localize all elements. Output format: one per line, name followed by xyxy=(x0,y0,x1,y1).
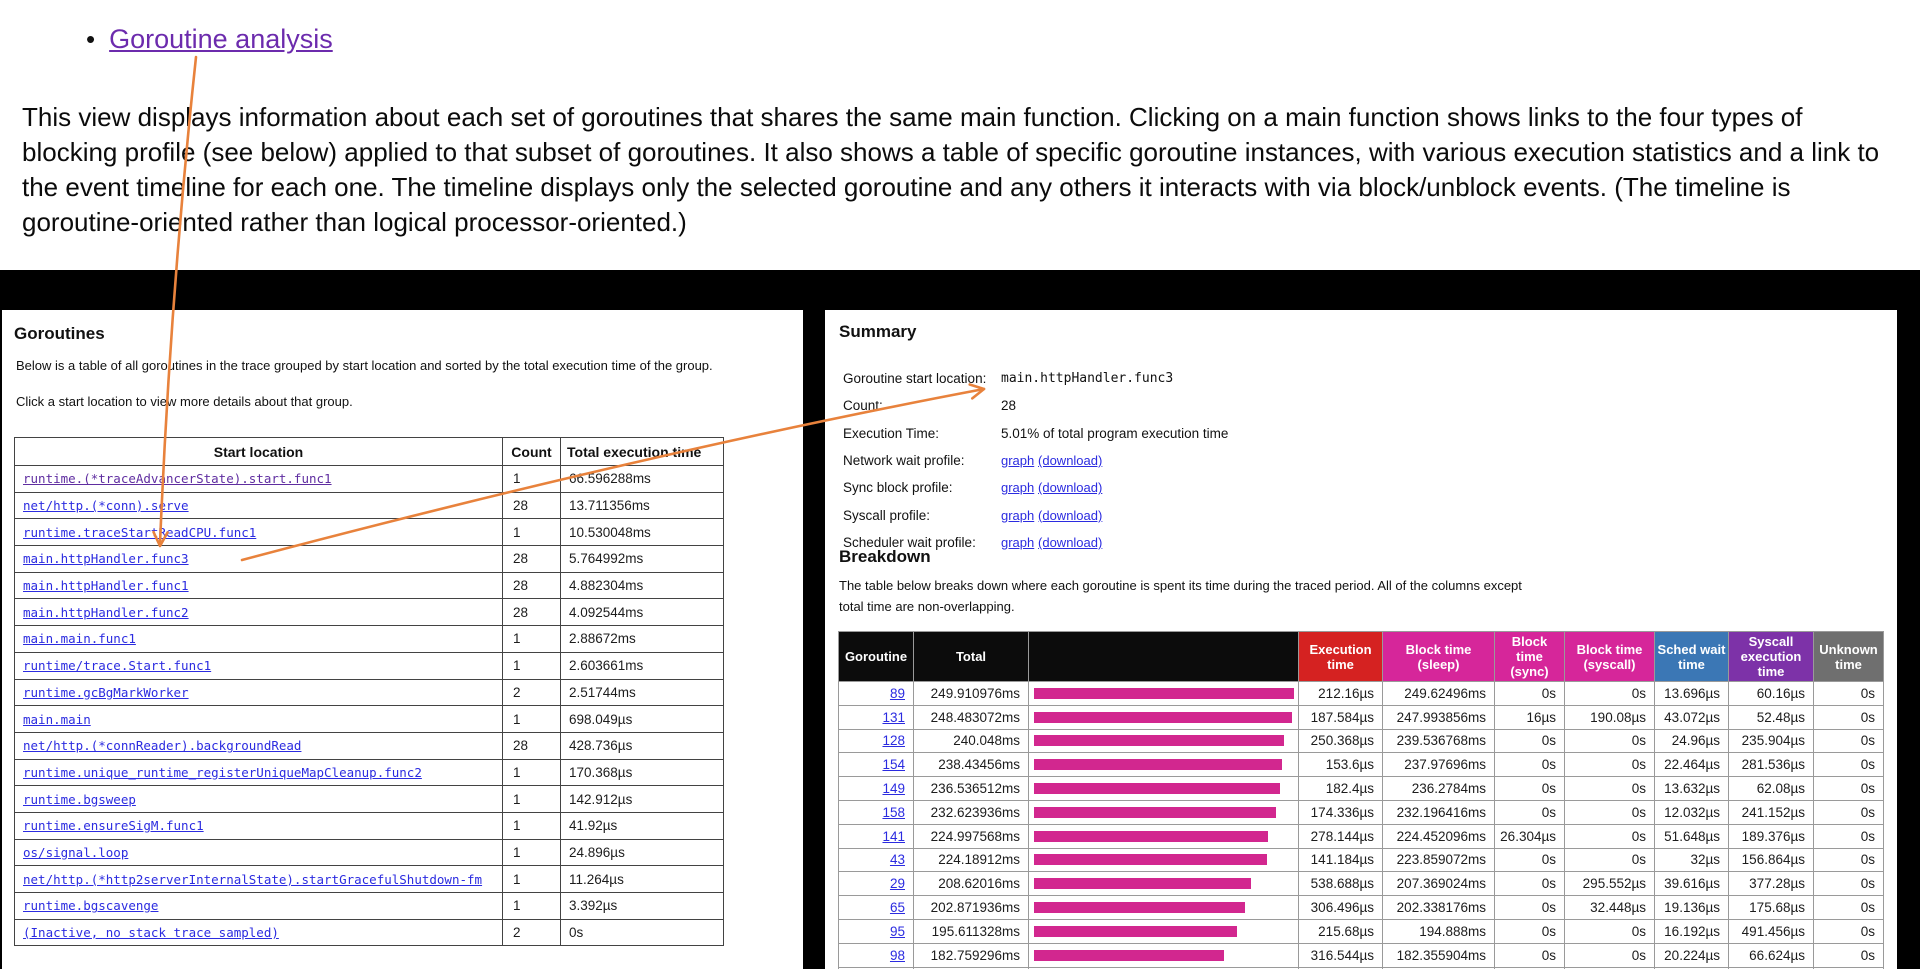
block-sleep-cell: 236.2784ms xyxy=(1383,777,1495,801)
sched-wait-cell: 20.224µs xyxy=(1655,943,1729,967)
sched-wait-cell: 22.464µs xyxy=(1655,753,1729,777)
block-sync-cell: 0s xyxy=(1495,896,1565,920)
block-sync-cell: 0s xyxy=(1495,943,1565,967)
block-syscall-cell: 295.552µs xyxy=(1565,872,1655,896)
goroutine-group-row xyxy=(15,732,724,759)
start-location-link[interactable]: main.httpHandler.func1 xyxy=(23,578,189,594)
summary-rows xyxy=(843,365,1228,556)
breakdown-column-header: Block time (sync) xyxy=(1495,632,1565,682)
goroutine-group-row xyxy=(15,546,724,573)
block-sync-cell: 0s xyxy=(1495,753,1565,777)
block-syscall-cell: 0s xyxy=(1565,682,1655,706)
goroutine-count: 2 xyxy=(503,919,561,946)
breakdown-column-header: Sched wait time xyxy=(1655,632,1729,682)
breakdown-row xyxy=(839,943,1884,967)
execution-time-cell: 182.4µs xyxy=(1299,777,1383,801)
execution-time-cell: 187.584µs xyxy=(1299,705,1383,729)
goroutine-id-link[interactable]: 128 xyxy=(882,733,905,749)
goroutine-group-row xyxy=(15,759,724,786)
block-sleep-cell: 239.536768ms xyxy=(1383,729,1495,753)
summary-value: main.httpHandler.func3 xyxy=(1001,371,1174,387)
start-location-link[interactable]: main.httpHandler.func3 xyxy=(23,551,189,567)
goroutine-id-link[interactable]: 149 xyxy=(882,781,905,797)
goroutine-group-row xyxy=(15,626,724,653)
download-link[interactable]: (download) xyxy=(1038,534,1103,550)
goroutine-count: 1 xyxy=(503,652,561,679)
total-exec-time: 5.764992ms xyxy=(561,546,724,573)
breakdown-row xyxy=(839,848,1884,872)
block-syscall-cell: 0s xyxy=(1565,824,1655,848)
breakdown-column-header: Syscall execution time xyxy=(1729,632,1814,682)
total-time-bar xyxy=(1034,902,1245,913)
goroutines-table xyxy=(14,437,724,946)
start-location-link[interactable]: os/signal.loop xyxy=(23,844,129,860)
unknown-time-cell: 0s xyxy=(1814,777,1884,801)
total-exec-time: 10.530048ms xyxy=(561,519,724,546)
goroutine-count: 28 xyxy=(503,492,561,519)
start-location-link[interactable]: runtime.(*traceAdvancerState).start.func1 xyxy=(23,471,332,487)
graph-link[interactable]: graph xyxy=(1001,534,1035,550)
sched-wait-cell: 13.696µs xyxy=(1655,682,1729,706)
unknown-time-cell: 0s xyxy=(1814,943,1884,967)
breakdown-total: 232.623936ms xyxy=(914,800,1029,824)
total-time-bar xyxy=(1034,807,1276,818)
total-time-bar xyxy=(1034,688,1294,699)
unknown-time-cell: 0s xyxy=(1814,872,1884,896)
goroutine-group-row xyxy=(15,466,724,493)
breakdown-column-header: Unknown time xyxy=(1814,632,1884,682)
goroutine-count: 1 xyxy=(503,759,561,786)
goroutine-count: 28 xyxy=(503,572,561,599)
execution-time-cell: 250.368µs xyxy=(1299,729,1383,753)
start-location-link[interactable]: runtime.gcBgMarkWorker xyxy=(23,684,189,700)
intro-paragraph: This view displays information about each set of goroutines that shares the same main function. Clicking on a main function shows links to the four types of blocking profile (see below) applied to that subset of goroutines. It also shows a table of specific goroutine instances, with various execution statistics and a link to the event timeline for each one. The timeline displays only the selected goroutine and any others it interacts with via block/unblock events. (The timeline is goroutine-oriented rather than logical processor-oriented.) xyxy=(22,102,1880,237)
block-sync-cell: 0s xyxy=(1495,872,1565,896)
total-time-bar xyxy=(1034,712,1292,723)
syscall-exec-cell: 175.68µs xyxy=(1729,896,1814,920)
total-column-header: Total xyxy=(914,632,1029,682)
bar-column-header xyxy=(1029,632,1299,682)
syscall-exec-cell: 235.904µs xyxy=(1729,729,1814,753)
goroutine-group-row xyxy=(15,866,724,893)
summary-title: Summary xyxy=(839,322,917,341)
goroutine-group-row xyxy=(15,812,724,839)
summary-profile-row xyxy=(843,474,1228,501)
syscall-exec-cell: 156.864µs xyxy=(1729,848,1814,872)
profile-label: Sync block profile: xyxy=(843,480,953,496)
summary-label: Count: xyxy=(843,398,883,414)
graph-link[interactable]: graph xyxy=(1001,480,1035,496)
total-time-bar xyxy=(1034,926,1237,937)
sched-wait-cell: 16.192µs xyxy=(1655,919,1729,943)
goroutine-group-row xyxy=(15,652,724,679)
block-sync-cell: 0s xyxy=(1495,919,1565,943)
total-exec-time: 41.92µs xyxy=(561,812,724,839)
syscall-exec-cell: 62.08µs xyxy=(1729,777,1814,801)
goroutine-group-row xyxy=(15,839,724,866)
unknown-time-cell: 0s xyxy=(1814,824,1884,848)
block-sleep-cell: 232.196416ms xyxy=(1383,800,1495,824)
breakdown-total: 240.048ms xyxy=(914,729,1029,753)
block-sync-cell: 0s xyxy=(1495,777,1565,801)
bullet-icon: • xyxy=(86,24,96,54)
total-exec-time: 0s xyxy=(561,919,724,946)
syscall-exec-cell: 281.536µs xyxy=(1729,753,1814,777)
sched-wait-cell: 12.032µs xyxy=(1655,800,1729,824)
goroutine-count: 28 xyxy=(503,546,561,573)
block-sleep-cell: 247.993856ms xyxy=(1383,705,1495,729)
breakdown-column-header: Block time (syscall) xyxy=(1565,632,1655,682)
summary-value: 28 xyxy=(1001,398,1017,414)
execution-time-cell: 538.688µs xyxy=(1299,872,1383,896)
unknown-time-cell: 0s xyxy=(1814,729,1884,753)
total-exec-time: 2.88672ms xyxy=(561,626,724,653)
unknown-time-cell: 0s xyxy=(1814,682,1884,706)
goroutines-panel xyxy=(2,310,803,969)
block-syscall-cell: 0s xyxy=(1565,753,1655,777)
total-exec-time: 2.51744ms xyxy=(561,679,724,706)
goroutine-id-link[interactable]: 154 xyxy=(882,757,905,773)
block-syscall-cell: 0s xyxy=(1565,800,1655,824)
breakdown-row xyxy=(839,705,1884,729)
block-sleep-cell: 207.369024ms xyxy=(1383,872,1495,896)
block-sleep-cell: 237.97696ms xyxy=(1383,753,1495,777)
breakdown-title: Breakdown xyxy=(839,547,931,566)
goroutine-count: 28 xyxy=(503,599,561,626)
syscall-exec-cell: 66.624µs xyxy=(1729,943,1814,967)
total-exec-time: 13.711356ms xyxy=(561,492,724,519)
goroutines-hint: Click a start location to view more details about that group. xyxy=(16,394,353,409)
goroutine-id-link[interactable]: 95 xyxy=(889,923,905,939)
total-time-bar xyxy=(1034,759,1282,770)
breakdown-column-header: Execution time xyxy=(1299,632,1383,682)
sched-wait-cell: 24.96µs xyxy=(1655,729,1729,753)
graph-link[interactable]: graph xyxy=(1001,507,1035,523)
block-sync-cell: 0s xyxy=(1495,800,1565,824)
block-sleep-cell: 202.338176ms xyxy=(1383,896,1495,920)
breakdown-row xyxy=(839,800,1884,824)
sched-wait-cell: 19.136µs xyxy=(1655,896,1729,920)
block-sync-cell: 0s xyxy=(1495,848,1565,872)
breakdown-total: 182.759296ms xyxy=(914,943,1029,967)
summary-row-start-location xyxy=(843,365,1228,392)
goroutines-table-header xyxy=(15,438,724,466)
start-location-link[interactable]: net/http.(*http2serverInternalState).startGracefulShutdown-fm xyxy=(23,871,483,887)
total-time-bar xyxy=(1034,878,1251,889)
goroutine-id-link[interactable]: 65 xyxy=(889,900,905,916)
breakdown-row xyxy=(839,777,1884,801)
total-time-bar xyxy=(1034,950,1224,961)
goroutine-count: 1 xyxy=(503,786,561,813)
block-syscall-cell: 32.448µs xyxy=(1565,896,1655,920)
goroutines-title: Goroutines xyxy=(14,324,105,343)
breakdown-total: 238.43456ms xyxy=(914,753,1029,777)
goroutine-group-row xyxy=(15,492,724,519)
start-location-link[interactable]: runtime.bgsweep xyxy=(23,791,136,807)
start-location-link[interactable]: runtime.ensureSigM.func1 xyxy=(23,818,204,834)
goroutine-group-row xyxy=(15,786,724,813)
total-execution-time-header: Total execution time xyxy=(561,438,724,466)
count-header: Count xyxy=(503,438,561,466)
breakdown-table xyxy=(838,631,1884,969)
breakdown-total: 208.62016ms xyxy=(914,872,1029,896)
start-location-link[interactable]: runtime/trace.Start.func1 xyxy=(23,658,212,674)
goroutine-group-row xyxy=(15,599,724,626)
goroutine-count: 1 xyxy=(503,706,561,733)
graph-link[interactable]: graph xyxy=(1001,453,1035,469)
goroutine-id-link[interactable]: 141 xyxy=(882,828,905,844)
breakdown-total: 202.871936ms xyxy=(914,896,1029,920)
block-syscall-cell: 0s xyxy=(1565,919,1655,943)
breakdown-column-header: Block time (sleep) xyxy=(1383,632,1495,682)
execution-time-cell: 174.336µs xyxy=(1299,800,1383,824)
breakdown-row xyxy=(839,919,1884,943)
breakdown-description: The table below breaks down where each goroutine is spent its time during the traced period. All of the columns except total time are non-overlapping. xyxy=(839,578,1522,614)
unknown-time-cell: 0s xyxy=(1814,705,1884,729)
start-location-header: Start location xyxy=(15,438,503,466)
syscall-exec-cell: 377.28µs xyxy=(1729,872,1814,896)
syscall-exec-cell: 189.376µs xyxy=(1729,824,1814,848)
start-location-link[interactable]: net/http.(*connReader).backgroundRead xyxy=(23,738,302,754)
unknown-time-cell: 0s xyxy=(1814,753,1884,777)
block-syscall-cell: 0s xyxy=(1565,777,1655,801)
profile-label: Scheduler wait profile: xyxy=(843,534,976,550)
block-syscall-cell: 0s xyxy=(1565,729,1655,753)
goroutine-count: 2 xyxy=(503,679,561,706)
summary-row-execution-time xyxy=(843,420,1228,447)
breakdown-header-row xyxy=(839,632,1884,682)
goroutine-count: 1 xyxy=(503,519,561,546)
syscall-exec-cell: 491.456µs xyxy=(1729,919,1814,943)
sched-wait-cell: 51.648µs xyxy=(1655,824,1729,848)
goroutine-group-row xyxy=(15,919,724,946)
syscall-exec-cell: 52.48µs xyxy=(1729,705,1814,729)
block-sleep-cell: 224.452096ms xyxy=(1383,824,1495,848)
breakdown-row xyxy=(839,824,1884,848)
breakdown-row xyxy=(839,682,1884,706)
goroutine-id-link[interactable]: 43 xyxy=(889,852,905,868)
summary-label: Execution Time: xyxy=(843,425,940,441)
goroutine-group-row xyxy=(15,519,724,546)
execution-time-cell: 278.144µs xyxy=(1299,824,1383,848)
syscall-exec-cell: 241.152µs xyxy=(1729,800,1814,824)
goroutine-group-row xyxy=(15,679,724,706)
goroutine-id-link[interactable]: 131 xyxy=(882,709,905,725)
block-sync-cell: 0s xyxy=(1495,729,1565,753)
breakdown-row xyxy=(839,872,1884,896)
start-location-link[interactable]: runtime.unique_runtime_registerUniqueMapCleanup.func2 xyxy=(23,764,422,780)
download-link[interactable]: (download) xyxy=(1038,507,1103,523)
block-syscall-cell: 0s xyxy=(1565,848,1655,872)
start-location-link[interactable]: runtime.bgscavenge xyxy=(23,898,159,914)
total-exec-time: 170.368µs xyxy=(561,759,724,786)
summary-profile-row xyxy=(843,447,1228,474)
goroutine-id-link[interactable]: 98 xyxy=(889,947,905,963)
unknown-time-cell: 0s xyxy=(1814,848,1884,872)
start-location-link[interactable]: main.main.func1 xyxy=(23,631,136,647)
download-link[interactable]: (download) xyxy=(1038,480,1103,496)
total-time-bar xyxy=(1034,854,1267,865)
total-exec-time: 66.596288ms xyxy=(561,466,724,493)
goroutine-group-row xyxy=(15,706,724,733)
execution-time-cell: 215.68µs xyxy=(1299,919,1383,943)
profile-label: Network wait profile: xyxy=(843,453,965,469)
unknown-time-cell: 0s xyxy=(1814,896,1884,920)
goroutine-group-row xyxy=(15,572,724,599)
total-exec-time: 142.912µs xyxy=(561,786,724,813)
start-location-link[interactable]: net/http.(*conn).serve xyxy=(23,498,189,514)
goroutine-analysis-link[interactable]: Goroutine analysis xyxy=(109,24,333,54)
summary-row-count xyxy=(843,392,1228,419)
goroutine-count: 1 xyxy=(503,839,561,866)
total-exec-time: 2.603661ms xyxy=(561,652,724,679)
unknown-time-cell: 0s xyxy=(1814,800,1884,824)
breakdown-total: 236.536512ms xyxy=(914,777,1029,801)
total-exec-time: 4.092544ms xyxy=(561,599,724,626)
goroutine-id-link[interactable]: 158 xyxy=(882,804,905,820)
block-sync-cell: 26.304µs xyxy=(1495,824,1565,848)
total-exec-time: 11.264µs xyxy=(561,866,724,893)
block-sync-cell: 0s xyxy=(1495,682,1565,706)
unknown-time-cell: 0s xyxy=(1814,919,1884,943)
summary-label: Goroutine start location: xyxy=(843,371,987,387)
goroutines-description: Below is a table of all goroutines in the trace grouped by start location and sorted by the total execution time of the group. xyxy=(16,358,713,373)
block-syscall-cell: 0s xyxy=(1565,943,1655,967)
block-syscall-cell: 190.08µs xyxy=(1565,705,1655,729)
goroutine-group-row xyxy=(15,893,724,920)
bullet-list-item xyxy=(86,24,333,55)
summary-value: 5.01% of total program execution time xyxy=(1001,425,1229,441)
goroutine-count: 28 xyxy=(503,732,561,759)
goroutine-column-header: Goroutine xyxy=(839,632,914,682)
execution-time-cell: 306.496µs xyxy=(1299,896,1383,920)
breakdown-total: 195.611328ms xyxy=(914,919,1029,943)
breakdown-row xyxy=(839,753,1884,777)
execution-time-cell: 212.16µs xyxy=(1299,682,1383,706)
total-exec-time: 698.049µs xyxy=(561,706,724,733)
total-time-bar xyxy=(1034,783,1280,794)
execution-time-cell: 141.184µs xyxy=(1299,848,1383,872)
breakdown-total: 248.483072ms xyxy=(914,705,1029,729)
syscall-exec-cell: 60.16µs xyxy=(1729,682,1814,706)
start-location-link[interactable]: (Inactive, no stack trace sampled) xyxy=(23,925,279,941)
total-time-bar xyxy=(1034,735,1284,746)
goroutine-id-link[interactable]: 89 xyxy=(889,685,905,701)
download-link[interactable]: (download) xyxy=(1038,453,1103,469)
total-exec-time: 428.736µs xyxy=(561,732,724,759)
goroutine-count: 1 xyxy=(503,626,561,653)
block-sleep-cell: 182.355904ms xyxy=(1383,943,1495,967)
total-time-bar xyxy=(1034,831,1268,842)
breakdown-row xyxy=(839,729,1884,753)
execution-time-cell: 316.544µs xyxy=(1299,943,1383,967)
block-sleep-cell: 223.859072ms xyxy=(1383,848,1495,872)
execution-time-cell: 153.6µs xyxy=(1299,753,1383,777)
screenshot-band xyxy=(0,270,1920,969)
goroutine-count: 1 xyxy=(503,812,561,839)
profile-label: Syscall profile: xyxy=(843,507,931,523)
goroutine-count: 1 xyxy=(503,893,561,920)
total-exec-time: 4.882304ms xyxy=(561,572,724,599)
breakdown-total: 249.910976ms xyxy=(914,682,1029,706)
total-exec-time: 24.896µs xyxy=(561,839,724,866)
block-sync-cell: 16µs xyxy=(1495,705,1565,729)
block-sleep-cell: 249.62496ms xyxy=(1383,682,1495,706)
start-location-link[interactable]: main.httpHandler.func2 xyxy=(23,604,189,620)
sched-wait-cell: 43.072µs xyxy=(1655,705,1729,729)
breakdown-row xyxy=(839,896,1884,920)
goroutine-count: 1 xyxy=(503,866,561,893)
sched-wait-cell: 39.616µs xyxy=(1655,872,1729,896)
block-sleep-cell: 194.888ms xyxy=(1383,919,1495,943)
total-exec-time: 3.392µs xyxy=(561,893,724,920)
breakdown-total: 224.997568ms xyxy=(914,824,1029,848)
sched-wait-cell: 13.632µs xyxy=(1655,777,1729,801)
summary-profile-row xyxy=(843,501,1228,528)
breakdown-total: 224.18912ms xyxy=(914,848,1029,872)
goroutine-count: 1 xyxy=(503,466,561,493)
start-location-link[interactable]: runtime.traceStartReadCPU.func1 xyxy=(23,524,257,540)
goroutine-id-link[interactable]: 29 xyxy=(889,876,905,892)
start-location-link[interactable]: main.main xyxy=(23,711,91,727)
sched-wait-cell: 32µs xyxy=(1655,848,1729,872)
goroutine-detail-panel xyxy=(825,310,1897,969)
